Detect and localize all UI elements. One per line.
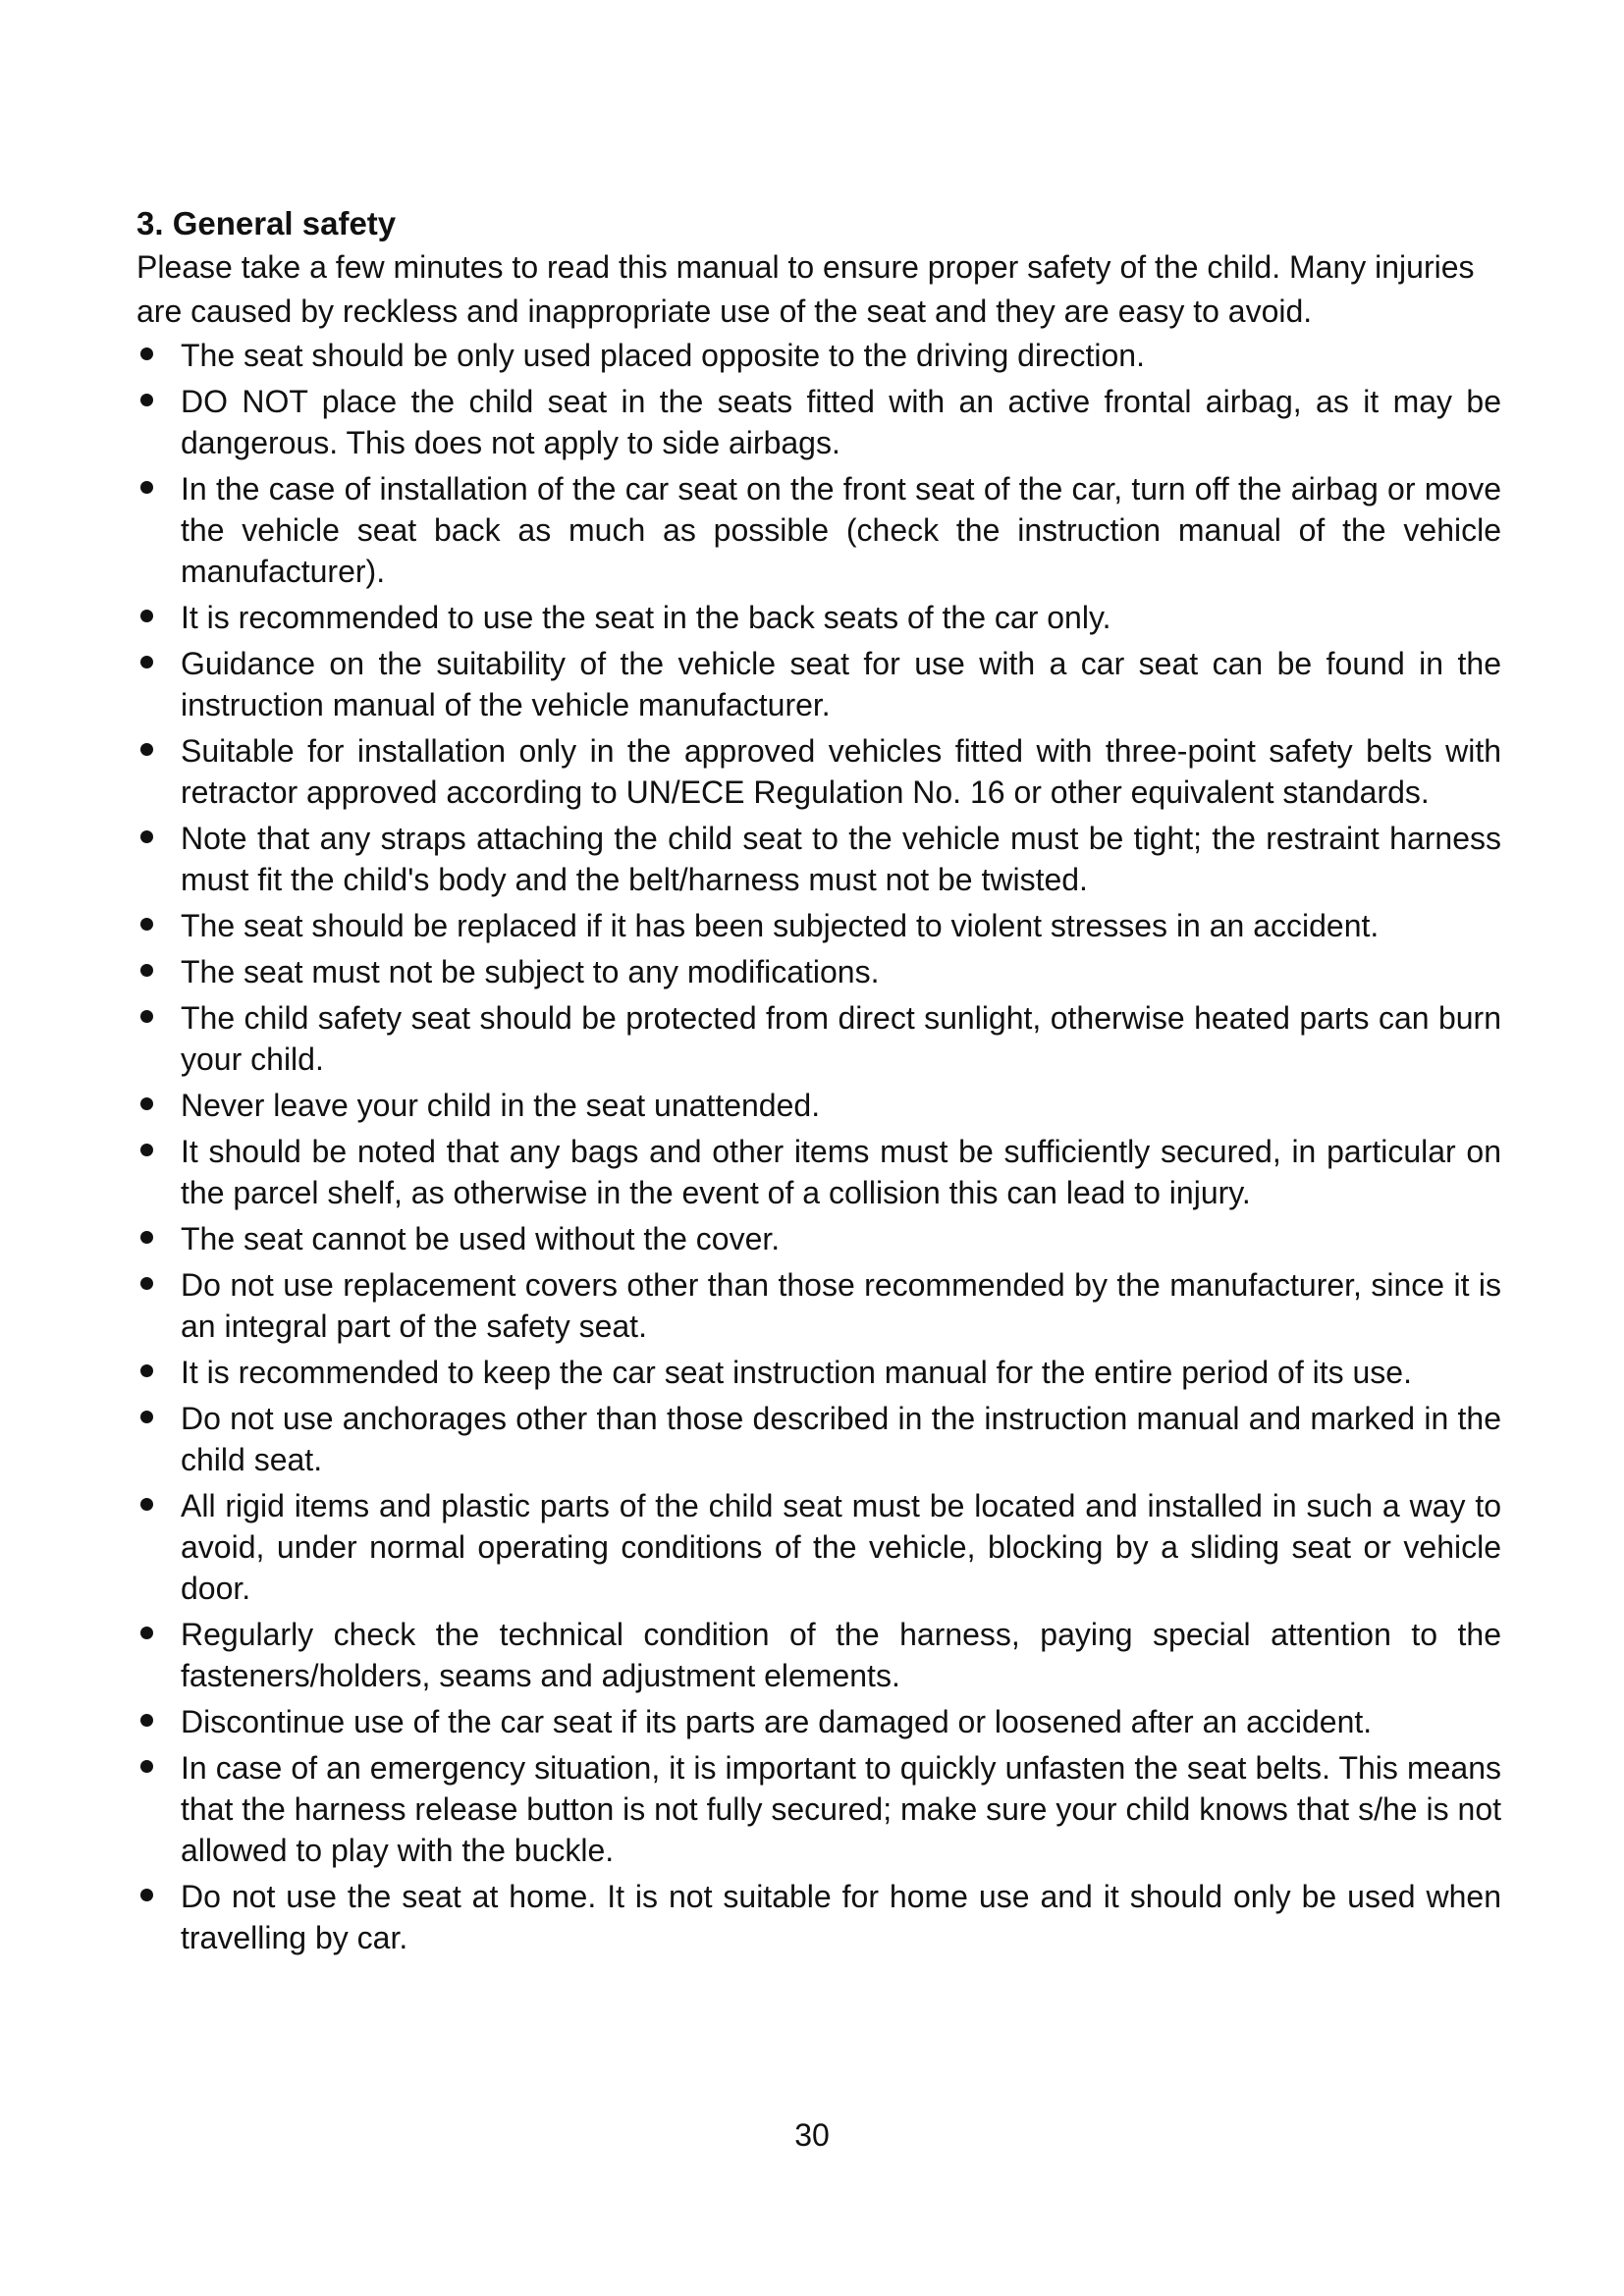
list-item: [136, 818, 1501, 900]
page-number: 30: [794, 2117, 830, 2153]
list-item-text: It should be noted that any bags and other items must be sufficiently secured, in particular on the parcel shelf, as otherwise in the event of a collision this can lead to injury.: [181, 1134, 1501, 1210]
bullet-icon: [140, 1889, 153, 1901]
document-page: [136, 204, 1501, 1963]
list-item: [136, 1131, 1501, 1213]
bullet-icon: [140, 1231, 153, 1244]
list-item-text: The seat should be only used placed opposite to the driving direction.: [181, 338, 1145, 373]
list-item-text: The child safety seat should be protected from direct sunlight, otherwise heated parts can burn your child.: [181, 1000, 1501, 1077]
list-item: [136, 597, 1501, 638]
list-item-text: In the case of installation of the car seat on the front seat of the car, turn off the airbag or move the vehicle seat back as much as possible (check the instruction manual of the vehicle manufacturer).: [181, 471, 1501, 589]
list-item: [136, 1398, 1501, 1480]
bullet-icon: [140, 1411, 153, 1423]
bullet-icon: [140, 1097, 153, 1110]
list-item: [136, 381, 1501, 463]
list-item-text: Guidance on the suitability of the vehicle seat for use with a car seat can be found in the instruction manual of the vehicle manufacturer.: [181, 646, 1501, 722]
list-item-text: All rigid items and plastic parts of the child seat must be located and installed in such a way to avoid, under normal operating conditions of the vehicle, blocking by a sliding seat or vehicle door.: [181, 1488, 1501, 1606]
list-item: [136, 730, 1501, 813]
list-item-text: It is recommended to keep the car seat instruction manual for the entire period of its use.: [181, 1355, 1412, 1390]
bullet-icon: [140, 1364, 153, 1377]
bullet-icon: [140, 964, 153, 977]
list-item-text: Do not use replacement covers other than those recommended by the manufacturer, since it is an integral part of the safety seat.: [181, 1267, 1501, 1344]
list-item-text: Note that any straps attaching the child seat to the vehicle must be tight; the restraint harness must fit the child's body and the belt/harness must not be twisted.: [181, 821, 1501, 897]
list-item-text: In case of an emergency situation, it is important to quickly unfasten the seat belts. This means that the harness release button is not fully secured; make sure your child knows that s/he is not allowed to play with the buckle.: [181, 1750, 1501, 1868]
safety-bullet-list: [136, 335, 1501, 1958]
bullet-icon: [140, 347, 153, 360]
bullet-icon: [140, 610, 153, 622]
bullet-icon: [140, 1714, 153, 1727]
list-item-text: The seat should be replaced if it has been subjected to violent stresses in an accident.: [181, 908, 1380, 943]
list-item: [136, 1747, 1501, 1871]
bullet-icon: [140, 1010, 153, 1023]
bullet-icon: [140, 394, 153, 406]
list-item: [136, 1876, 1501, 1958]
list-item-text: DO NOT place the child seat in the seats fitted with an active frontal airbag, as it may be dangerous. This does not apply to side airbags.: [181, 384, 1501, 460]
list-item-text: The seat must not be subject to any modifications.: [181, 954, 880, 989]
list-item-text: The seat cannot be used without the cover.: [181, 1221, 781, 1256]
bullet-icon: [140, 1144, 153, 1156]
list-item: [136, 1085, 1501, 1126]
list-item: [136, 468, 1501, 592]
list-item: [136, 1485, 1501, 1609]
intro-paragraph: Please take a few minutes to read this manual to ensure proper safety of the child. Many injuries are caused by reckless and inappropriate use of the seat and they are easy to avoid.: [136, 249, 1475, 329]
list-item: [136, 1701, 1501, 1742]
list-item-text: It is recommended to use the seat in the back seats of the car only.: [181, 600, 1111, 635]
list-item: [136, 997, 1501, 1080]
list-item: [136, 335, 1501, 376]
list-item: [136, 643, 1501, 725]
list-item: [136, 905, 1501, 946]
bullet-icon: [140, 830, 153, 843]
list-item-text: Do not use anchorages other than those described in the instruction manual and marked in the child seat.: [181, 1401, 1501, 1477]
list-item: [136, 1614, 1501, 1696]
list-item-text: Discontinue use of the car seat if its parts are damaged or loosened after an accident.: [181, 1704, 1373, 1739]
bullet-icon: [140, 1760, 153, 1773]
bullet-icon: [140, 743, 153, 756]
bullet-icon: [140, 918, 153, 931]
bullet-icon: [140, 1627, 153, 1639]
list-item-text: Never leave your child in the seat unattended.: [181, 1088, 821, 1123]
list-item: [136, 1264, 1501, 1347]
section-heading: 3. General safety: [136, 205, 397, 241]
bullet-icon: [140, 656, 153, 668]
bullet-icon: [140, 1277, 153, 1290]
list-item: [136, 1218, 1501, 1259]
list-item: [136, 1352, 1501, 1393]
list-item-text: Do not use the seat at home. It is not suitable for home use and it should only be used when travelling by car.: [181, 1879, 1501, 1955]
list-item: [136, 951, 1501, 992]
bullet-icon: [140, 1498, 153, 1511]
list-item-text: Suitable for installation only in the approved vehicles fitted with three-point safety belts with retractor approved according to UN/ECE Regulation No. 16 or other equivalent standards.: [181, 733, 1501, 810]
list-item-text: Regularly check the technical condition of the harness, paying special attention to the fasteners/holders, seams and adjustment elements.: [181, 1617, 1501, 1693]
bullet-icon: [140, 481, 153, 494]
